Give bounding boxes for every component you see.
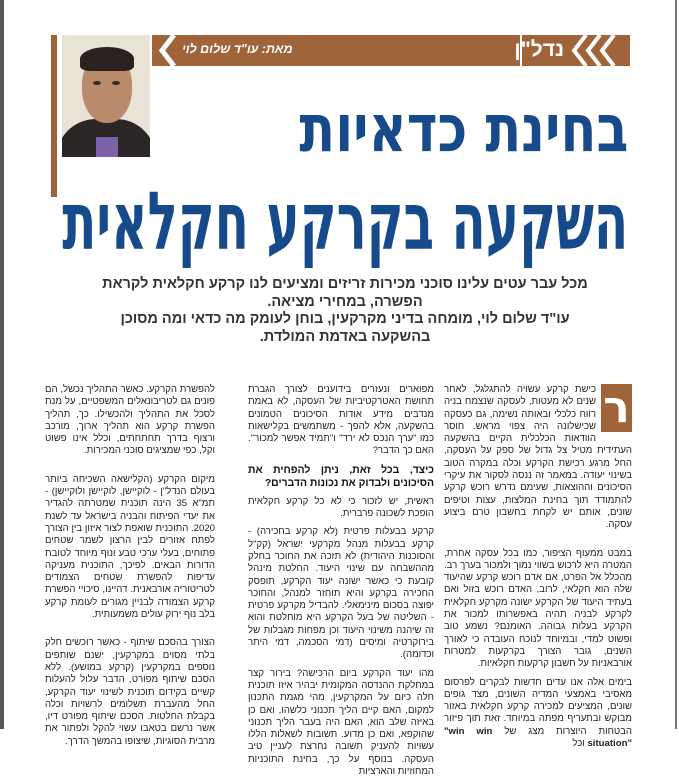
subtitle-lead: מכל עבר עטים עלינו סוכני מכירות זריזים ומציעים לנו קרקע חקלאית לקראת הפשרה, במחירי מציאה. bbox=[102, 276, 588, 310]
column-left bbox=[45, 384, 215, 754]
author-photo bbox=[62, 35, 150, 157]
drop-cap: ר bbox=[601, 384, 632, 432]
paragraph: ראשית, יש לזכור כי לא כל קרקע חקלאית הופכת לשכונה פרברית. bbox=[248, 495, 434, 520]
title-line-2: השקעה בקרקע חקלאית bbox=[62, 175, 628, 268]
paragraph: הצורך בהסכם שיתוף - כאשר רוכשים חלק בלתי מסוים במקרקעין, ישנם שותפים נוספים במקרקעין (קרקע במושע). ללא הסכם שיתוף מפורט, הדבר עלול להעלות קשיים בקידום תוכנית לשינוי יעוד הקרקע, החל מהעברת תשלומים לרשויות וכלה בקבלת החלטות. הסכם שיתוף מפורט דיו, אשר נרשם בטאבו עשוי להקל ולפתור את מרבית הסוגיות, שיצופו בהמשך הדרך. bbox=[45, 637, 215, 747]
author-banner bbox=[152, 35, 520, 66]
paragraph-text: בימים אלה אנו עדים חדשות לבקרים לפרסום מאסיבי באמצעי המדיה השונים, מצד גופים שונים, המציעים למכירה קרקע חקלאית באזור מבוקש ובתעריף מפתה במיוחד. זאת תוך פיזור הבטחות היוצרות מצג של bbox=[444, 676, 632, 737]
chevrons-left-icon bbox=[566, 35, 628, 66]
paragraph: מהו יעוד הקרקע ביום הרכישה? בירור קצר במחלקת ההנדסה המקומית יבהיר איזו תוכנית חלה כיום על המקרקעין, מהי מגמת התכנון למקום, האם קיים הליך תכנוני כלשהו, ואם כן באיזה שלב הוא, האם היה בעבר הליך תכנוני שהוקפא, ואם כן מדוע. תשובות לשאלות הללו עשויות להעניק תשובה נחרצת לעניין טיב העסקה. בנוסף על כך, בחינת התוכניות המחוזיות והארציות bbox=[248, 667, 434, 778]
subtitle-author: עו"ד שלום לוי, מומחה בדיני מקרקעין, בוחן לעומק מה כדאי ומה מסוכן בהשקעה באדמת המולדת. bbox=[120, 311, 570, 345]
section-label: נדל"ן bbox=[514, 38, 564, 61]
section-heading: כיצד, בכל זאת, ניתן להפחית את הסיכונים ולבדוק את נכונות הדברים? bbox=[248, 464, 434, 489]
paragraph: כישת קרקע עשויה להתגלגל, לאחר שנים לא מעטות, לעסקה שנצמח בניה רווח כלכלי ובאותה נשימה, גם כעסקה שכישלונה היה צפוי מראש. חוסר הוודאות הכלכלית הקיים בהשקעה העתידית מטיל צל גדול של ספק על העסקה, החל מרגע רכישת הקרקע וכלה במקרה הטוב בשינוי יעודה. במאמר זה ננסה לסקור את עיקרי הסיכונים וההוצאות, שעימם נדרש רוכש קרקע להתמודד תוך בחינת המלצות, עצות וטיפים שונים, אותם יש לקחת בחשבון טרם ביצוע עסקה. bbox=[444, 384, 632, 531]
decorative-bar bbox=[51, 35, 57, 197]
paragraph: להפשרת הקרקע. כאשר התהליך נכשל, הם פונים גם לטריבונאלים המשפטיים, על מנת לסכל את התהליך ולהכשילו. כך, תהליך הפשרת קרקע הוא תהליך ארוך, מורכב ורצוף בדרך תחתחתים, וכלל אינו פשוט וקל, כפי שמציגים סוכני המכירות. bbox=[45, 384, 215, 457]
paragraph: קרקע בבעלות פרטית (לא קרקע בחכירה) - קרקע בבעלות מנהל מקרקעי ישראל (קק"ל והסוכנות היהודית) לא תזכה את החוכר בחלק מההשבחה עם שינוי היעוד. החלטת מינהל קובעת כי כאשר ישונה יעוד הקרקע, תופסק החכירה בקרקע והיא תוחזר למנהל, והחוכר יפוצה בסכום מינימאלי. להבדיל מקרקע פרטית - השליטה של בעל הקרקע היא מוחלטת והוא זה שיהנה משינוי היעוד וכן מפחות מגבלות של בירוקרטיה ומיסים (דמי הסכמה, דמי היתר וכדומה). bbox=[248, 526, 434, 661]
paragraph: מפוארים ונעזרים בידוענים לצורך הגברת תחושת האטרקטיביות של העסקה, לא באמת מנדבים מידע אודות הסיכונים הטמונים בהשקעה, אלא להפך - משתמשים בקלישאות כמו "ערך הנכס לא ירד" ו"תמיד אפשר למכור". האם כך הדבר? bbox=[248, 384, 434, 457]
paragraph-text: וכל bbox=[572, 738, 585, 750]
page-edge-right bbox=[675, 0, 677, 729]
subtitle bbox=[95, 276, 595, 346]
paragraph bbox=[444, 677, 632, 751]
section-banner bbox=[514, 35, 630, 66]
chevron-left-icon bbox=[156, 35, 178, 66]
paragraph: במבט ממעוף הציפור, כמו בכל עסקה אחרת, המטרה היא לרכוש בשווי נמוך ולמכור בערך רב. מהכלל אל הפרט, אם אדם רוכש קרקע שהיעוד שלה הוא חקלאי, לרוב, האדם רוכש בזול ואם בעתיד היעוד של הקרקע ישונה מקרקע חקלאית לקרקע לבניה תהיה באפשרותו למכור את הקרקע בעלות גבוהה. האומנם? נשמע טוב ופשוט למדי, ובמיוחד לנוכח העובדה כי לאורך השנים, גובר הצורך בקרקעות למטרות אורבאניות על חשבון קרקעות חקלאיות. bbox=[444, 547, 632, 670]
column-right bbox=[444, 384, 632, 756]
column-middle bbox=[248, 384, 434, 784]
title-line-1: בחינת כדאיות bbox=[299, 90, 628, 167]
page-edge-left bbox=[0, 0, 4, 729]
english-quote: "win win situation" bbox=[444, 725, 632, 750]
author-byline: מאת: עו"ד שלום לוי bbox=[182, 42, 293, 56]
paragraph: מיקום הקרקע (הקלישאה השכיחה ביותר בעולם הנדל"ן - לוקיישן, לוקיישן ולוקיישן) - תמ"א 35 הינה תוכנית שמטרתה להגדיר את יעדי הפיתוח והבניה בישראל עד לשנת 2020. התוכנית שואפת לצור איזון בין הצורך לפתח אזורים לבין הרצון לשמר שטחים פתוחים, בעלי ערכי טבע ונוף מיוחד לטובת הדורות הבאים. לפיכך, התוכנית מעניקה עדיפות להפשרת שטחים הצמודים לטריטוריה אורבאנית. דהיינו, סיכויי הפשרת קרקע הצמודה לבניין מגורים לעומת קרקע בלב נוף ירוק עולים משמעותית. bbox=[45, 473, 215, 621]
